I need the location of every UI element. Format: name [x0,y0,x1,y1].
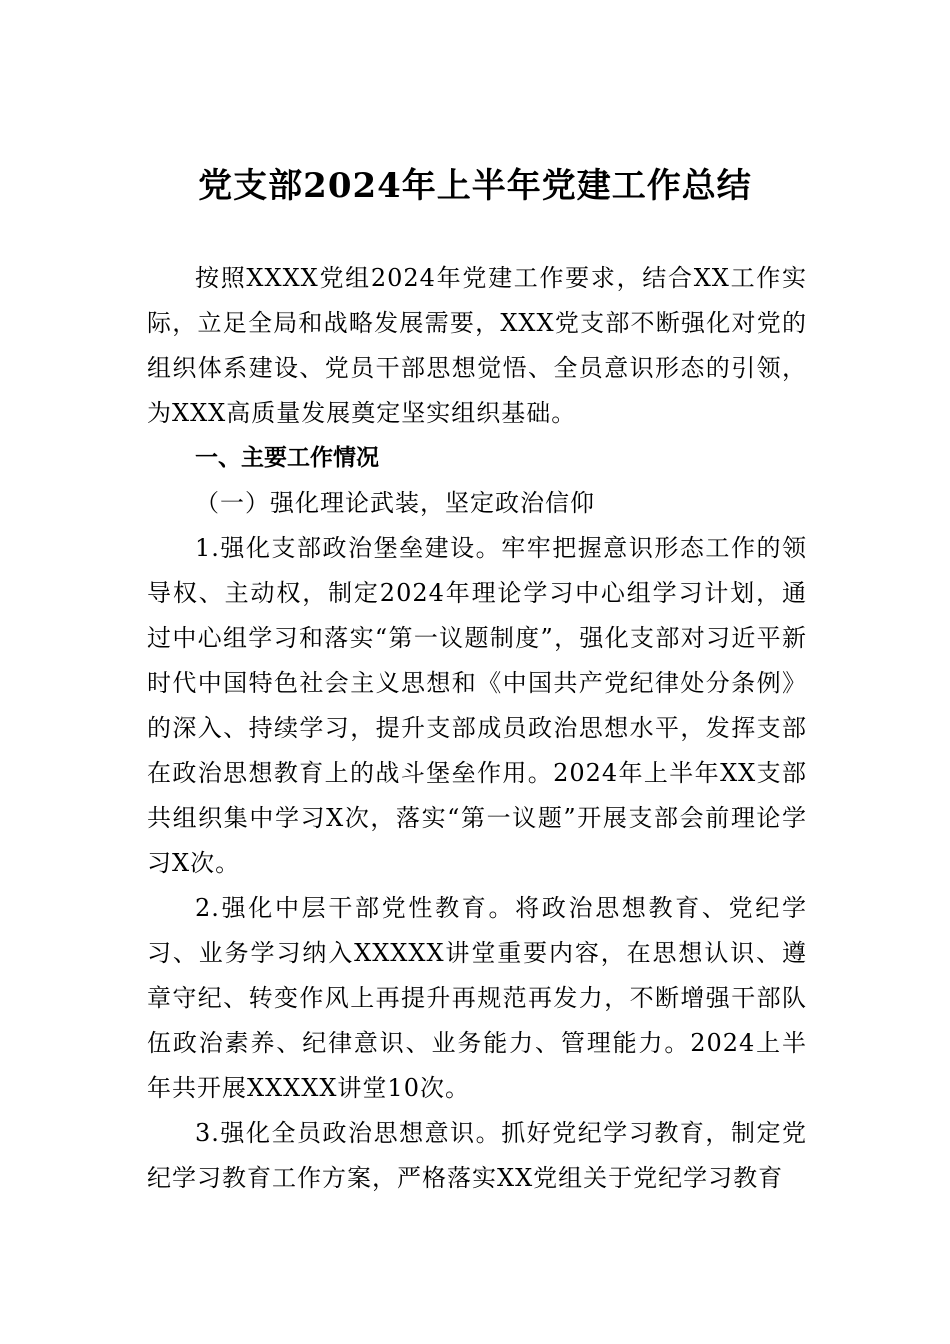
document-body [147,256,807,1201]
section-heading-main-work: 一、主要工作情况 [195,445,379,471]
paragraph-item-1: 1.强化支部政治堡垒建设。牢牢把握意识形态工作的领导权、主动权，制定2024年理论学习中心组学习计划，通过中心组学习和落实“第一议题制度”，强化支部对习近平新时代中国特色社会主义思想和《中国共产党纪律处分条例》的深入、持续学习，提升支部成员政治思想水平，发挥支部在政治思想教育上的战斗堡垒作用。2024年上半年XX支部共组织集中学习X次，落实“第一议题”开展支部会前理论学习X次。 [147,534,807,877]
subsection-heading-theory: （一）强化理论武装，坚定政治信仰 [195,489,595,517]
paragraph-item-2: 2.强化中层干部党性教育。将政治思想教育、党纪学习、业务学习纳入XXXXX讲堂重要内容，在思想认识、遵章守纪、转变作风上再提升再规范再发力，不断增强干部队伍政治素养、纪律意识、业务能力、管理能力。2024上半年共开展XXXXX讲堂10次。 [147,894,807,1102]
intro-paragraph: 按照XXXX党组2024年党建工作要求，结合XX工作实际，立足全局和战略发展需要，XXX党支部不断强化对党的组织体系建设、党员干部思想觉悟、全员意识形态的引领，为XXX高质量发展奠定坚实组织基础。 [147,264,807,427]
document-title: 党支部2024年上半年党建工作总结 [198,166,752,206]
paragraph-item-3: 3.强化全员政治思想意识。抓好党纪学习教育，制定党纪学习教育工作方案，严格落实XX党组关于党纪学习教育 [147,1119,807,1192]
